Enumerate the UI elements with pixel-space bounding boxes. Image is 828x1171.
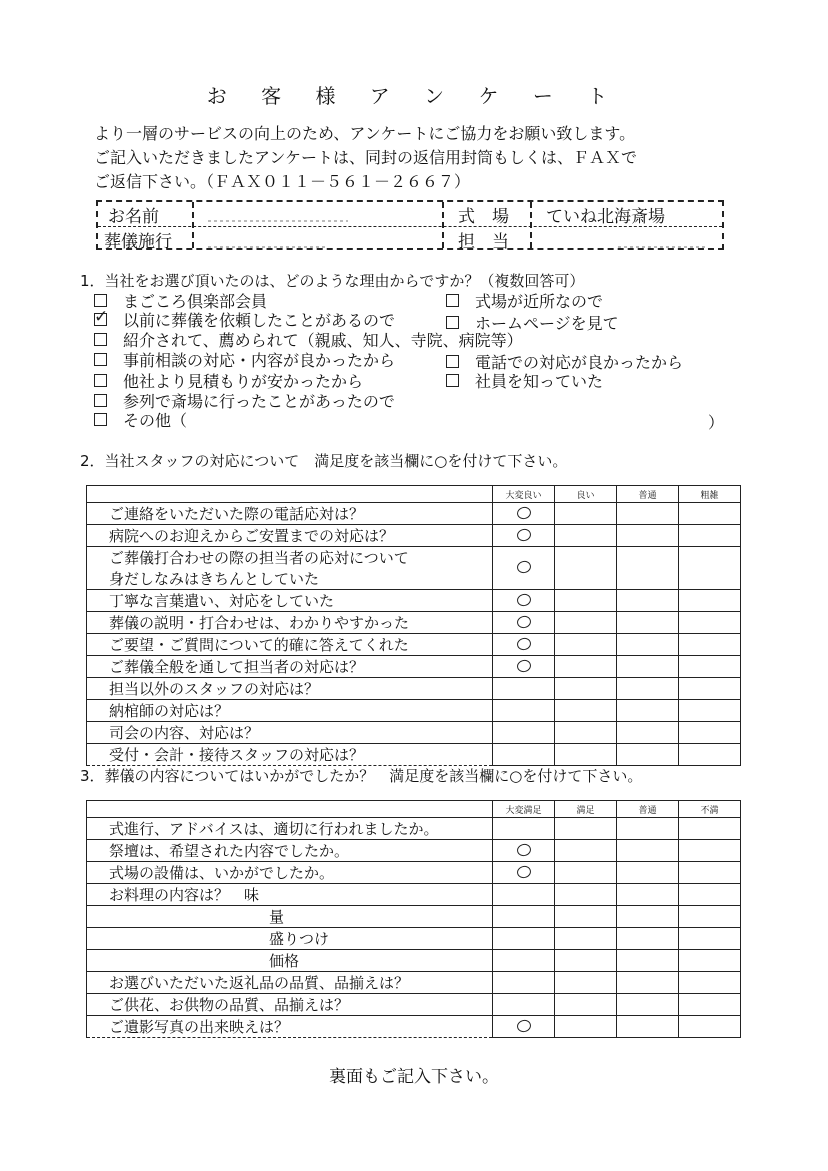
question-text: 司会の内容、対応は？	[109, 724, 260, 742]
q1-option-label: 式場が近所なので	[475, 292, 604, 311]
rating-cell[interactable]	[493, 656, 555, 678]
question-text: ご要望・ご質問について的確に答えてくれた	[109, 636, 409, 654]
rating-cell[interactable]	[555, 678, 617, 700]
question-text: 担当以外のスタッフの対応は？	[109, 680, 320, 698]
table-row	[87, 656, 741, 678]
q1-option-label: 他社より見積もりが安かったから	[123, 372, 364, 391]
question-text: 量	[269, 908, 285, 926]
circle-mark-icon	[515, 636, 532, 651]
divider	[530, 202, 532, 248]
rating-cell[interactable]	[617, 972, 679, 994]
question-text: ご葬儀打合わせの際の担当者の応対について	[109, 549, 409, 567]
rating-cell[interactable]	[493, 503, 555, 525]
column-header: 普通	[617, 486, 679, 503]
rating-cell[interactable]	[493, 525, 555, 547]
q2-table	[86, 485, 741, 766]
q1-option[interactable]	[94, 408, 187, 431]
q3-heading: 3．葬儀の内容についてはいかがでしたか？ 満足度を該当欄に○を付けて下さい。	[80, 767, 643, 785]
intro-line: より一層のサービスの向上のため、アンケートにご協力をお願い致します。	[94, 124, 636, 143]
table-row	[87, 700, 741, 722]
q1-option-label: ホームページを見て	[475, 314, 619, 333]
table-row	[87, 678, 741, 700]
rating-cell[interactable]	[679, 818, 741, 840]
venue-label: 式 場	[458, 207, 509, 227]
question-cell	[87, 862, 493, 884]
intro-line: ご記入いただきましたアンケートは、同封の返信用封筒もしくは、ＦＡＸで	[94, 148, 638, 167]
name-label: お名前	[108, 207, 159, 227]
header-cell	[87, 801, 493, 818]
header-row	[87, 801, 741, 818]
question-cell	[87, 503, 493, 525]
rating-cell[interactable]	[679, 840, 741, 862]
rating-cell[interactable]	[617, 818, 679, 840]
name-field[interactable]	[208, 220, 348, 222]
rating-cell[interactable]	[555, 503, 617, 525]
rating-cell[interactable]	[555, 612, 617, 634]
rating-cell[interactable]	[493, 972, 555, 994]
table-row	[87, 884, 741, 906]
question-cell	[87, 612, 493, 634]
rating-cell[interactable]	[555, 656, 617, 678]
other-close: ）	[708, 413, 725, 432]
table-row	[87, 1016, 741, 1038]
question-text: ご葬儀全般を通して担当者の対応は？	[109, 658, 365, 676]
column-header: 良い	[555, 486, 617, 503]
header-row	[87, 486, 741, 503]
q1-option[interactable]	[446, 289, 603, 312]
table-row	[87, 994, 741, 1016]
q1-option[interactable]	[446, 311, 619, 334]
question-cell	[87, 950, 493, 972]
question-text: お料理の内容は？ 味	[109, 886, 260, 904]
q1-option-label: 社員を知っていた	[475, 372, 604, 391]
question-cell	[87, 972, 493, 994]
staff-field[interactable]	[618, 246, 708, 248]
rating-cell[interactable]	[617, 678, 679, 700]
checkbox[interactable]	[446, 316, 459, 329]
rating-cell[interactable]	[617, 840, 679, 862]
question-text: 式進行、アドバイスは、適切に行われましたか。	[109, 820, 439, 838]
question-cell	[87, 1016, 493, 1038]
question-text: 丁寧な言葉遣い、対応をしていた	[109, 592, 335, 610]
question-text: 式場の設備は、いかがでしたか。	[109, 864, 335, 882]
question-text: 盛りつけ	[269, 930, 330, 948]
venue-value: ていね北海斎場	[546, 207, 665, 227]
column-header: 不満	[679, 801, 741, 818]
rating-cell[interactable]	[679, 862, 741, 884]
checkbox[interactable]	[446, 294, 459, 307]
rating-cell[interactable]	[679, 744, 741, 766]
rating-cell[interactable]	[493, 840, 555, 862]
question-cell	[87, 928, 493, 950]
checkbox[interactable]	[446, 374, 459, 387]
q1-option[interactable]	[94, 348, 395, 371]
rating-cell[interactable]	[617, 950, 679, 972]
question-text: ご供花、お供物の品質、品揃えは？	[109, 996, 350, 1014]
rating-cell[interactable]	[679, 656, 741, 678]
rating-cell[interactable]	[617, 612, 679, 634]
question-cell	[87, 818, 493, 840]
rating-cell[interactable]	[493, 928, 555, 950]
table-row	[87, 906, 741, 928]
rating-cell[interactable]	[493, 862, 555, 884]
circle-mark-icon	[515, 842, 532, 857]
rating-cell[interactable]	[493, 634, 555, 656]
rating-cell[interactable]	[493, 950, 555, 972]
checkbox[interactable]	[94, 307, 109, 327]
rating-cell[interactable]	[679, 972, 741, 994]
question-cell	[87, 884, 493, 906]
rating-cell[interactable]	[617, 656, 679, 678]
q1-option-label: その他（	[123, 411, 188, 430]
table-row	[87, 950, 741, 972]
question-cell	[87, 906, 493, 928]
circle-mark-icon	[515, 559, 532, 574]
circle-mark-icon	[515, 505, 532, 520]
footer-note: 裏面もご記入下さい。	[329, 1067, 499, 1087]
header-cell	[87, 486, 493, 503]
rating-cell[interactable]	[679, 950, 741, 972]
rating-cell[interactable]	[493, 612, 555, 634]
question-cell	[87, 722, 493, 744]
rating-cell[interactable]	[679, 700, 741, 722]
question-text: 納棺師の対応は？	[109, 702, 230, 720]
circle-mark-icon	[515, 592, 532, 607]
question-text: 受付・会計・接待スタッフの対応は？	[109, 746, 365, 764]
question-cell	[87, 840, 493, 862]
circle-mark-icon	[515, 527, 532, 542]
q3-table	[86, 800, 741, 1038]
table-row	[87, 928, 741, 950]
rating-cell[interactable]	[493, 884, 555, 906]
q2-heading: 2．当社スタッフの対応について 満足度を該当欄に○を付けて下さい。	[80, 452, 568, 470]
checkbox[interactable]	[94, 294, 107, 307]
question-cell	[87, 656, 493, 678]
rating-cell[interactable]	[555, 744, 617, 766]
question-text: 価格	[269, 952, 300, 970]
rating-cell[interactable]	[493, 906, 555, 928]
rating-cell[interactable]	[555, 1016, 617, 1038]
rating-cell[interactable]	[617, 547, 679, 590]
question-text: ご連絡をいただいた際の電話応対は？	[109, 505, 365, 523]
question-cell	[87, 590, 493, 612]
staff-label: 担 当	[458, 232, 509, 252]
q1-option-label: 参列で斎場に行ったことがあったので	[123, 392, 395, 411]
checkbox[interactable]	[94, 413, 107, 426]
rating-cell[interactable]	[555, 884, 617, 906]
rating-cell[interactable]	[555, 840, 617, 862]
rating-cell[interactable]	[617, 634, 679, 656]
q1-option[interactable]	[446, 369, 603, 392]
table-row	[87, 840, 741, 862]
question-cell	[87, 994, 493, 1016]
rating-cell[interactable]	[493, 744, 555, 766]
rating-cell[interactable]	[555, 906, 617, 928]
rating-cell[interactable]	[555, 994, 617, 1016]
question-cell	[87, 678, 493, 700]
rating-cell[interactable]	[617, 994, 679, 1016]
rating-cell[interactable]	[617, 700, 679, 722]
rating-cell[interactable]	[555, 928, 617, 950]
question-text: 病院へのお迎えからご安置までの対応は？	[109, 527, 395, 545]
checkbox[interactable]	[94, 333, 107, 346]
info-box	[96, 200, 724, 250]
circle-mark-icon	[515, 658, 532, 673]
rating-cell[interactable]	[617, 906, 679, 928]
table-row	[87, 547, 741, 590]
question-text-line2: 身だしなみはきちんとしていた	[109, 570, 320, 588]
rating-cell[interactable]	[679, 525, 741, 547]
rating-cell[interactable]	[617, 503, 679, 525]
rating-cell[interactable]	[617, 928, 679, 950]
table-row	[87, 590, 741, 612]
column-header: 満足	[555, 801, 617, 818]
rating-cell[interactable]	[679, 678, 741, 700]
q1-heading: 1．当社をお選び頂いたのは、どのような理由からですか？（複数回答可）	[80, 272, 585, 290]
question-cell	[87, 744, 493, 766]
checkbox[interactable]	[94, 394, 107, 407]
rating-cell[interactable]	[679, 634, 741, 656]
column-header: 大変満足	[493, 801, 555, 818]
table-row	[87, 722, 741, 744]
rating-cell[interactable]	[679, 884, 741, 906]
rating-cell[interactable]	[493, 700, 555, 722]
rating-cell[interactable]	[679, 722, 741, 744]
checkbox[interactable]	[94, 374, 107, 387]
rating-cell[interactable]	[555, 818, 617, 840]
question-text: 葬儀の説明・打合わせは、わかりやすかった	[109, 614, 410, 632]
rating-cell[interactable]	[555, 972, 617, 994]
rating-cell[interactable]	[617, 862, 679, 884]
table-row	[87, 862, 741, 884]
rating-cell[interactable]	[617, 590, 679, 612]
rating-cell[interactable]	[555, 525, 617, 547]
rating-cell[interactable]	[493, 678, 555, 700]
question-text: ご遺影写真の出来映えは？	[109, 1018, 290, 1036]
question-text: 祭壇は、希望された内容でしたか。	[109, 842, 350, 860]
rating-cell[interactable]	[679, 928, 741, 950]
intro-line: ご返信下さい。（ＦＡＸ０１１－５６１－２６６７）	[94, 172, 471, 191]
circle-mark-icon	[515, 1018, 532, 1033]
funeral-label: 葬儀施行	[104, 232, 172, 252]
rating-cell[interactable]	[555, 547, 617, 590]
column-header: 大変良い	[493, 486, 555, 503]
q1-option-label: 紹介されて、薦められて（親戚、知人、寺院、病院等）	[123, 331, 523, 350]
question-cell	[87, 700, 493, 722]
checkbox[interactable]	[446, 355, 459, 368]
question-cell	[87, 634, 493, 656]
rating-cell[interactable]	[555, 950, 617, 972]
question-cell	[87, 525, 493, 547]
table-row	[87, 503, 741, 525]
rating-cell[interactable]	[493, 722, 555, 744]
checkmark-icon: ✓	[94, 307, 109, 327]
q1-option-label: 以前に葬儀を依頼したことがあるので	[123, 311, 396, 330]
table-row	[87, 525, 741, 547]
rating-cell[interactable]	[617, 744, 679, 766]
rating-cell[interactable]	[679, 612, 741, 634]
table-row	[87, 612, 741, 634]
column-header: 粗雑	[679, 486, 741, 503]
table-row	[87, 744, 741, 766]
divider	[442, 202, 444, 248]
rating-cell[interactable]	[679, 994, 741, 1016]
rating-cell[interactable]	[493, 818, 555, 840]
rating-cell[interactable]	[617, 1016, 679, 1038]
rating-cell[interactable]	[555, 722, 617, 744]
q1-option-label: まごころ倶楽部会員	[123, 292, 268, 311]
divider	[192, 202, 194, 248]
rating-cell[interactable]	[555, 862, 617, 884]
q1-option-label: 電話での対応が良かったから	[475, 353, 684, 372]
circle-mark-icon	[515, 614, 532, 629]
circle-mark-icon	[515, 864, 532, 879]
survey-title: お 客 様 ア ン ケ ー ト	[206, 84, 622, 108]
table-row	[87, 972, 741, 994]
table-row	[87, 634, 741, 656]
rating-cell[interactable]	[679, 547, 741, 590]
rating-cell[interactable]	[617, 722, 679, 744]
rating-cell[interactable]	[679, 590, 741, 612]
rating-cell[interactable]	[555, 590, 617, 612]
q1-option-label: 事前相談の対応・内容が良かったから	[123, 351, 396, 370]
table-row	[87, 818, 741, 840]
rating-cell[interactable]	[493, 1016, 555, 1038]
checkbox[interactable]	[94, 353, 107, 366]
rating-cell[interactable]	[617, 884, 679, 906]
rating-cell[interactable]	[679, 503, 741, 525]
rating-cell[interactable]	[555, 634, 617, 656]
intro-text	[94, 122, 794, 194]
rating-cell[interactable]	[617, 525, 679, 547]
column-header: 普通	[617, 801, 679, 818]
rating-cell[interactable]	[679, 906, 741, 928]
rating-cell[interactable]	[555, 700, 617, 722]
question-cell	[87, 547, 493, 590]
question-text: お選びいただいた返礼品の品質、品揃えは？	[109, 974, 410, 992]
funeral-field[interactable]	[208, 246, 328, 248]
rating-cell[interactable]	[493, 547, 555, 590]
rating-cell[interactable]	[679, 1016, 741, 1038]
rating-cell[interactable]	[493, 590, 555, 612]
rating-cell[interactable]	[493, 994, 555, 1016]
